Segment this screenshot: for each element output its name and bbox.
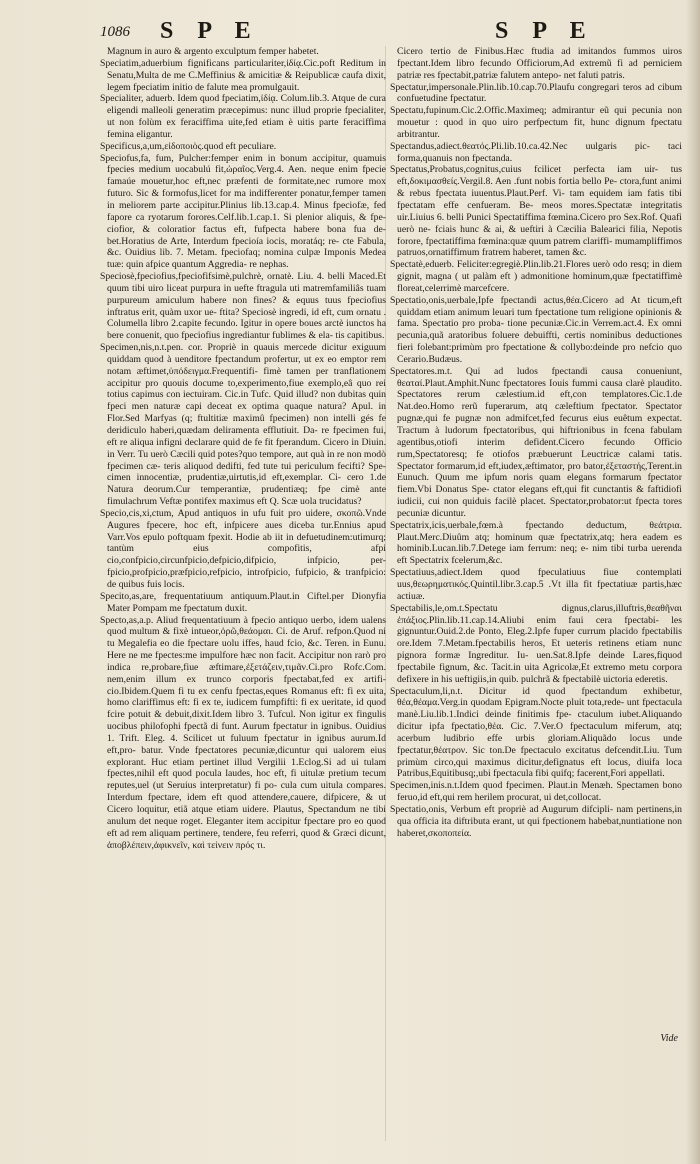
dictionary-entry: Specificus,a,um,εἰδοποιὸς.quod eft peculiare.: [100, 140, 277, 152]
dictionary-entry: Spectatio,onis,uerbale,Ipfe fpectandi actus,θέα.Cicero ad At ticum,eft quiddam etiam animum leuari tum fpectatione tum religione opinionis & fama. Spectatio pro proba- tione pecuniæ.Cic.in Verrem.act.4. Ex omni pecunia,quã aratoribus foluere debuiffti, certis nominibus deductiones fieri folebant:primùm pro fpectatione & collybo:deinde pro nefcio quo Cerario.Budæus.: [390, 294, 682, 365]
left-column: [100, 46, 386, 851]
dictionary-entry: Spectatrix,icis,uerbale,fœm.à fpectando deductum, θεάτρια. Plaut.Merc.Diuûm atq; hominum quæ fpectatrix,atq; hera eadem es hominib.Lucan.lib.7.Detege iam ferrum: neq; e- nim tibi turba uerenda eft Spectatrix fcelerum,&c.: [390, 519, 682, 567]
dictionary-entry: Cicero tertio de Finibus.Hæc ftudia ad imitandos fummos uiros fpectant.Idem libro fecundo Officiorum,Ad extremũ fi ad perniciem patriæ res fpectabit,patriæ falutem antepo- net faluti patris.: [397, 46, 682, 81]
dictionary-entry: Specimen,inis.n.t.Idem quod fpecimen. Plaut.in Menæh. Spectamen bono feruo,id eft,qui rem herilem procurat, ui det,collocat.: [390, 780, 682, 804]
dictionary-entry: Speciofus,fa, fum, Pulcher:femper enim in bonum accipitur, quamuis fpecies medium uocabulú fit,ὡραῖος.Verg.4. Aen. neque enim fpecie famaúe mouetur,hoc eft,nec præfenti de formitate,nec rumore mox futuro. Sic & formofus,licet for ma indifferenter ponatur,femper tamen in meliorem parte accipitur.Plinius lib.13.cap.4. Minus fpeciofæ, fed fapore ca ryotarum forores.Celf.lib.1.cap.1. Si plenior aliquis, & fpe- ciofior, & coloratior factus eft, fufpecta habere bona fua de- bet.Horatius de Arte, Interdum fpecioía iocis, moratáq; re- cte Fabula, &c. Ouidius lib. 7. Metam. fpeciofaq; nomina culpæ Imponis Medea tuæ: quin afpice quantum Aggredia- re nephas.: [100, 152, 386, 271]
dictionary-entry: Spectabilis,le,om.t.Spectatu dignus,clarus,illuftris,θεαθῆναι ἐπάξιος.Plin.lib.11.cap.14.Aliubi enim faui cera fpectabi- les gignuntur.Ouid.2.de Ponto, Eleg.2.Ipfe fuper currum placido fpectabilis ore.Idem 7.Metam.fpectabilis heros, Et ueteris retinens etiam nunc pignora formæ Ingreditur. Iu- uen.Sat.8.Ipfe deinde Lares,fiquod fpectabile fignum, &c. Tacit.in uita Agricolæ,Et extremo metu corpora defixere in his ueftigiis,in quib. pulchrã & fpectabilè uictoria ederetis.: [390, 602, 682, 685]
dictionary-entry: Spectatur,impersonale.Plin.lib.10.cap.70.Plaufu congregari teros ad cibum confuetudine fpectatur.: [390, 81, 682, 105]
dictionary-entry: Specto,as,a.p. Aliud frequentatiuum à fpecio antiquo uerbo, idem ualens quod multum & fixè intueor,ὁρῶ,θεάομαι. Ci. de Aruf. refpon.Quod ni tu Megalefia eo die fpectare uolu iffes, haud fcio, &c. Teren. in Eunu. Here ne me fpectes:me impulfore hæc non facit. Accipitur non rarò pro indica re,probare,fiue æftimare,ἐξετάζειν,τιμᾶν.Ci.pro Rofc.Com. nem,enim illum ex trunco corporis fpectabat,fed ex artifi- cio.Ibidem.Quem fi tu ex cenfu fpectas,eques Romanus eft: fi ex uita, homo clariffimus eft: fi ex te, iudicem fumpfifti: fi ex ueritate, id quod fcire potuit & debuit,dixit.Idem libro 3. Tufcul. Non igitur ex fingulis uocibus philofophi fpectã di funt. Aurum fpectatur in ignibus. Ouidius 1. Trift. Eleg. 4. Scilicet ut fuluum fpectatur in ignibus aurum.Id eft,pro- batur. Vnde fpectatores pecuniæ,dicuntur qui ualorem eius explorant. Huc etiam pertinet illud Vergilii 1.Eclog.Si ad ui tulam fpectes,nihil eft quod pocula laudes, hoc eft, fi uitulæ pretium tecum reputes,uel (ut Seruius interpretatur) fi po- cula cum uitula compares. Interdum fpectare, idem eft quod attendere,cauere, difpicere, & ut Cicero loquitur, etiã atque etiam uidere. Plautus, Spectandum ne tibi anulum det neque roget. Eleganter item accipitur fpectare pro eo quod eft ad rem aliquam pertinere, tendere, feu referri, quod & Græci dicunt, ἀποβλέπειν,ἀφικνεῖν, καὶ τείνειν πρός τι.: [100, 614, 386, 851]
page-edge-shadow: [686, 0, 700, 1164]
running-head-left: S P E: [160, 18, 260, 44]
dictionary-entry: Spectatores.m.t. Qui ad ludos fpectandi causa conueniunt, θεαταί.Plaut.Amphit.Nunc fpectatores Iouis fummi causa clarè plaudito. Spectatores rerum cælestium.id eft,con templatores.Cic.1.de Nat.deo.Homo rerũ fuperarum, atq cæleftium fpectator. Spectator pugnæ,qui fe pugnæ non admifcet,fed fecurus eius euêtum expectat. Tractum à ludorum fpectatoribus, qui hiftrionibus in fcena fabulam agentibus,otiofi interim defident.Cicero fecundo Officio rum,Spectatoresq; fe otiofos præbuerunt Leuctricæ calami tatis. Spectator formarum,id eft,iudex,æftimator, pro bator,ἐξεταστής,Terent.in Eunuch. Quum me ipfum noris quam elegans formarum fpectator fiem.Vbi Donatus Spe- ctator elegans eft,qui fit cunctantis & faftidiofi iudicii, cui non quiduis facilè placet. Spectator,probator:ut fpecta tores pecuniæ dicuntur.: [390, 365, 682, 519]
dictionary-entry: Spectatio,onis, Verbum eft propriè ad Augurum difcipli- nam pertinens,in qua officia ita diftributa erant, ut qui fpectionem habebat,nuntiatione non haberet,σκοποπεία.: [390, 804, 682, 839]
dictionary-entry: Speciosè,fpeciofius,fpeciofifsimè,pulchrè, ornatè. Liu. 4. belli Maced.Et quum tibi uiro liceat purpura in uefte ftragula uti matremfamiliâs tuam purpureum amiculum habere non fines? & equus tuus fpeciofius inftratus erit, quàm uxor ue- ftita? Speciosè ingredi, id eft, cum ornatu . Columella libro 2.capite fecundo. Igitur in opere boues arctè iunctos ha bere conuenit, quo fpeciofius ingrediantur fublimes & ela- tis capitibus.: [100, 271, 386, 342]
dictionary-entry: Spectaculum,li,n.t. Dicitur id quod fpectandum exhibetur, θέα,θέαμα.Verg.in quodam Epigram.Nocte pluit tota,rede- unt fpectacula manè.Liu.lib.1.Indici deinde finitimis fpe- ctaculum iubet.Aliquando dicitur ipfa fpectatio,θέα. Cic. 7.Ver.O fpectaculum miferum, atq; acerbum ludibrio effe urbis gloriam.Aliquãdo locus unde fpectatur,θέατρον. Sic ton.De fpectaculo excitatus defcendit.Liu. Tum primùm circo,qui maximus dicitur,defignatus eft locus, diuifa loca Patribus,Equitibusq;,ubi fpectacula fibi quifq; facerent,Fori appellati.: [390, 685, 682, 780]
dictionary-entry: Spectatè,eduerb. Feliciter:egregiè.Plin.lib.21.Flores uerò odo resq; in diem gignit, magna ( ut palàm eft ) admonitione hominum,quæ fpectatiffimè floreat,celerrimè marcefcere.: [390, 259, 682, 294]
dictionary-entry: Spectatu,fupinum.Cic.2.Offic.Maximeq; admirantur eũ qui pecunia non mouetur : quod in quo uiro perfpectum fit, hunc dignum fpectatu arbitrantur.: [390, 105, 682, 140]
right-column: [390, 46, 682, 840]
page-number: 1086: [100, 24, 130, 40]
dictionary-entry: Specimen,nis,n.t.pen. cor. Propriè in quauis mercede dicitur exiguum quiddam quod à uenditore fpectandum profertur, ut ex eo emptor rem notam æftimet,ὑπόδειγμα.Frequentifi- fimè tamen per tranflationem accipitur pro quouis docume to,experimento,fiue exemplo,eâ quo rei totius capimus con iectuiram. Cic.in Tufc. Quid illud? non dubitas quin fpeci men naturæ capi deceat ex optima quaque natura? Apul. in Flor.Sed Marfyas (q; ftultitiæ maximû fpecimen) non intelli gés fe deridiculo haberi,quædam deliramenta efflutiuit. Da- re fpecimen fui, eft re aliqua infigni declarare quid de fe fit fperandum. Cicero in Diuin. in Verr. Tu uerò Cæcili quid potes?quo tempore, aut quà in re non modò fpecimen cæ- teris aliquod dedifti, fed tute tui periculum fecifti? Spe- cimen innocentiæ, prudentiæ,uirtutis,id eft,exemplar. Ci- cero 1.de Natura deorum.Cur temperantiæ, prudentiæq; fpe cimè ante fimulachrum Veftæ pontifex maximus eft Q. Scæ uola trucidatus?: [100, 342, 386, 508]
dictionary-entry: Spectandus,adiect.θεατός.Pli.lib.10.ca.42.Nec uulgaris pic- taci forma,quanuis non fpectanda.: [390, 140, 682, 164]
dictionary-entry: Specio,cis,xi,ctum, Apud antiquos in ufu fuit pro uidere, σκοπῶ.Vnde Augures fpecere, hoc eft, infpicere aues diceba tur.Ennius apud Varr.Vos epulo poftquam fpexit. Hodie ab iit in defuetudinem:utimurq; tantùm eius compofitis, afpi cio,confpicio,circunfpicio,defpicio,difpicio, infpicio, per- fpicio,profpicio,præfpicio,refpicio, introfpicio, fufpicio, & tranfpicio: de quibus fuis locis.: [100, 507, 386, 590]
dictionary-entry: Spectatus,Probatus,cognitus,cuius fcilicet perfecta iam uir- tus eft,δοκιμασθείς.Vergil.8. Aen .funt nobis fortia bello Pe- ctora,funt animi & rebus fpectata iuuentus.Plaut.Perf. Vi- tam equidem iam fatis tibi fpectatam effe cenfueram. Be- meos mores.Spectatæ integritatis uir.Liuius 6. belli Punici Spectatiffima fœmina.Cicero pro Sex.Rof. Quafi uerò ne- fciais hunc & ai, & ueftiri à Cæcilia Balearici filia, Nepotis forore, fpectatiffima fœmina:quæ quum patrem clariffi- mumampliffimos patruos,ornatiffimum fratrem haberet, tamen &c.: [390, 164, 682, 259]
dictionary-entry: Magnum in auro & argento exculptum femper habetet.: [107, 46, 319, 57]
dictionary-entry: Specialiter, aduerb. Idem quod fpeciatim,ἰδίᾳ. Colum.lib.3. Atque de cura eligendi malleoli generatim præcepimus: nunc illud proprie fpecialiter, ut non folùm ex feraciffima uite,fed etiam è uitis parte feraciffima femina eligantur.: [100, 93, 386, 140]
column-divider: [385, 46, 386, 1141]
dictionary-entry: Specito,as,are, frequentatiuum antiquum.Plaut.in Ciftel.per Dionyfia Mater Pompam me fpectatum duxit.: [100, 590, 386, 614]
running-head-right: S P E: [495, 18, 595, 44]
dictionary-entry: Spectatiuus,adiect.Idem quod fpeculatiuus fiue contemplati uus,θεωρηματικός.Quintil.libr.3.cap.5 .Vt illa fit fpectatiuæ partis,hæc actiuæ.: [390, 567, 682, 602]
catchword: Vide: [660, 1033, 678, 1044]
dictionary-entry: Speciatim,aduerbium fignificans particulariter,ἰδίᾳ.Cic.poft Reditum in Senatu,Multa de me C.Meffinius & amicitiæ & Reipublicæ caufa dixit, legem fpeciatim initio de falute mea promulgauit.: [100, 57, 386, 93]
